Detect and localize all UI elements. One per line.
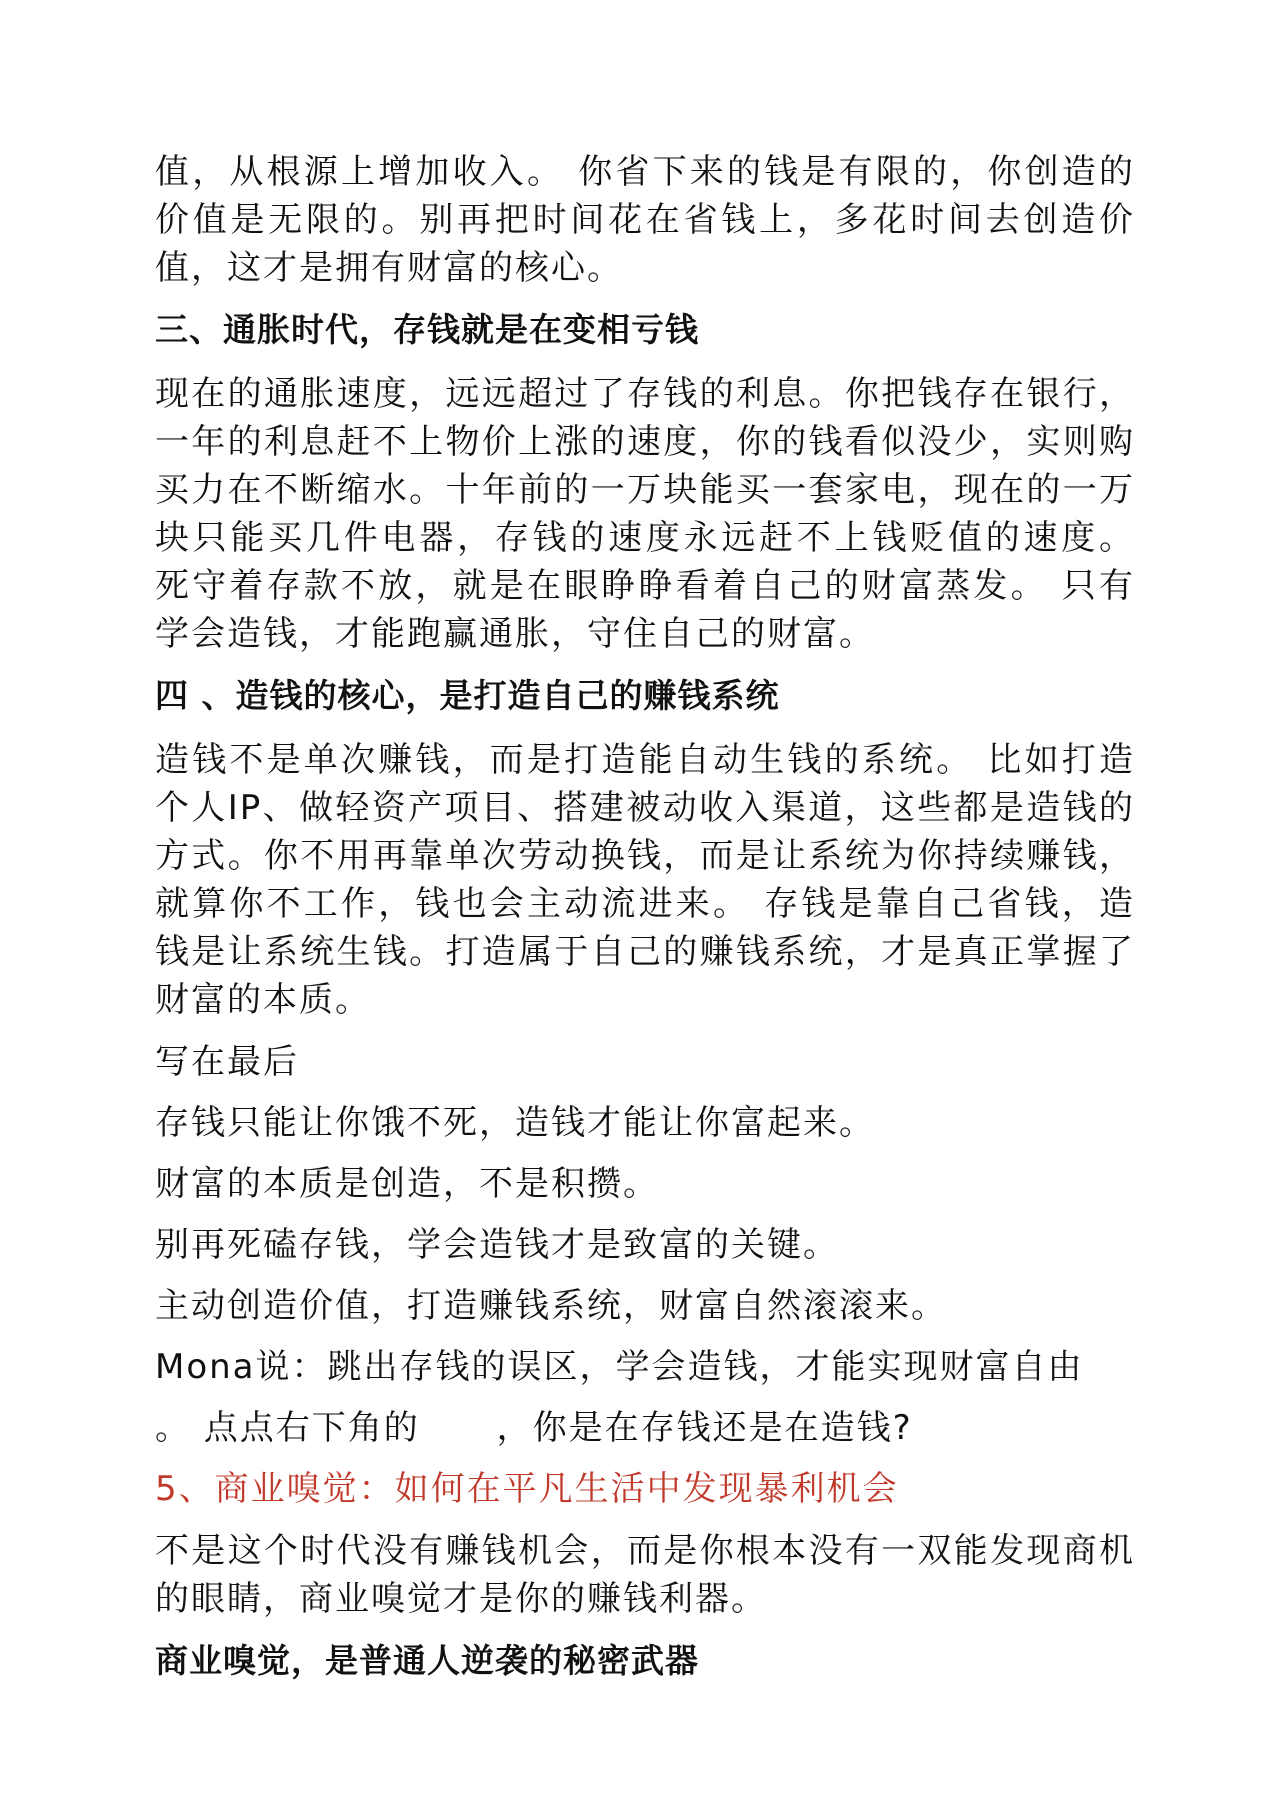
mona-quote: Mona说：跳出存钱的误区，学会造钱，才能实现财富自由 <box>155 1347 1084 1387</box>
call-to-action: 。 点点右下角的 ，你是在存钱还是在造钱? <box>155 1408 913 1448</box>
document-page <box>155 148 1135 1701</box>
paragraph-value-creation: 值，从根源上增加收入。 你省下来的钱是有限的，你创造的价值是无限的。别再把时间花在省钱上，多花时间去创造价值，这才是拥有财富的核心。 <box>155 152 1135 288</box>
paragraph-money-system: 造钱不是单次赚钱，而是打造能自动生钱的系统。 比如打造个人IP、做轻资产项目、搭建被动收入渠道，这些都是造钱的方式。你不用再靠单次劳动换钱，而是让系统为你持续赚钱，就算你不工作，钱也会主动流进来。 存钱是靠自己省钱，造钱是让系统生钱。打造属于自己的赚钱系统，才是真正掌握了财富的本质。 <box>155 740 1135 1020</box>
closing-title: 写在最后 <box>155 1042 299 1082</box>
closing-line-1: 存钱只能让你饿不死，造钱才能让你富起来。 <box>155 1103 875 1143</box>
heading-inflation: 三、通胀时代，存钱就是在变相亏钱 <box>155 310 699 349</box>
paragraph-inflation: 现在的通胀速度，远远超过了存钱的利息。你把钱存在银行， 一年的利息赶不上物价上涨的速度，你的钱看似没少，实则购买力在不断缩水。十年前的一万块能买一套家电，现在的一万块只能买几件电器，存钱的速度永远赶不上钱贬值的速度。 死守着存款不放，就是在眼睁睁看着自己的财富蒸发。 只有学会造钱，才能跑赢通胀，守住自己的财富。 <box>155 374 1135 654</box>
heading-money-system: 四 、造钱的核心，是打造自己的赚钱系统 <box>155 676 780 715</box>
section-5-heading: 5、商业嗅觉：如何在平凡生活中发现暴利机会 <box>155 1469 899 1509</box>
closing-line-3: 别再死磕存钱，学会造钱才是致富的关键。 <box>155 1225 839 1265</box>
closing-line-4: 主动创造价值，打造赚钱系统，财富自然滚滚来。 <box>155 1286 947 1326</box>
closing-line-2: 财富的本质是创造，不是积攒。 <box>155 1164 659 1204</box>
heading-secret-weapon: 商业嗅觉，是普通人逆袭的秘密武器 <box>155 1641 699 1680</box>
paragraph-business-sense: 不是这个时代没有赚钱机会，而是你根本没有一双能发现商机的眼睛，商业嗅觉才是你的赚钱利器。 <box>155 1531 1135 1619</box>
